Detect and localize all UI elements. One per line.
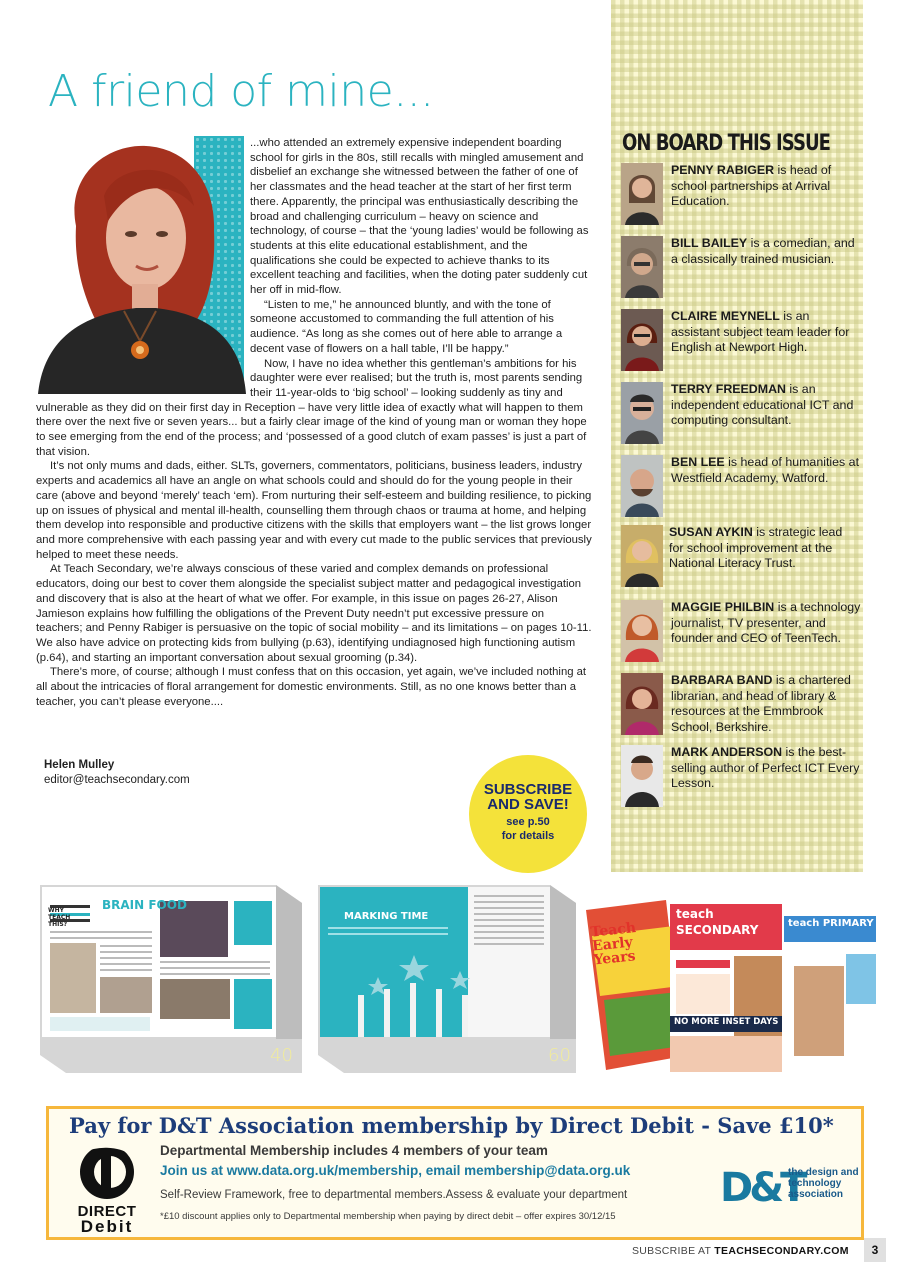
contributor-desc: is the best-selling author of Perfect ICT Every Lesson. <box>671 745 860 790</box>
paragraph: There’s more, of course; although I must confess that on this occasion, yet again, we’ve included nothing at all about the intricacies of floral arrangement for domestic environments. Still, as no one knows better than a teacher, you can’t please everyone.... <box>36 666 587 708</box>
subscribe-badge[interactable] <box>469 755 587 873</box>
contributor-text <box>671 600 861 647</box>
contributor-name: PENNY RABIGER <box>671 163 775 177</box>
cover-title-primary: teach PRIMARY <box>788 918 874 929</box>
onboard-title: ON BOARD THIS ISSUE <box>622 131 830 156</box>
subscribe-line-4: for details <box>501 830 555 842</box>
spread-page-number: 40 <box>270 1045 293 1066</box>
contributor-desc: is head of school partnerships at Arrival Education. <box>671 163 832 208</box>
magazine-covers[interactable] <box>584 896 880 1074</box>
paragraph: It’s not only mums and dads, either. SLTs, governers, commentators, politicians, business leaders, industry experts and academics all have an angle on what schools could and should do for the young people in their care (above and beyond ‘merely’ teach ‘em). From nurturing their self-esteem and building resilience, to picking up on issues of physical and mental ill-health, counselling them through chaos or trauma at home, and helping them develop into responsible and productive citizens with the skills that employers want – the list grows longer and more comprehensive with each passing year and with every cut made to the public services that previously helped to meet these needs. <box>36 460 592 561</box>
contributor-name: CLAIRE MEYNELL <box>671 309 780 323</box>
footer-subscribe-url[interactable]: TEACHSECONDARY.COM <box>714 1245 849 1257</box>
contributor-text <box>671 309 861 356</box>
cover-title-secondary: teach SECONDARY <box>676 907 759 937</box>
contributor-photo <box>621 525 663 587</box>
contributor-name: BARBARA BAND <box>671 673 773 687</box>
contributor-photo <box>621 236 663 298</box>
contributor-photo <box>621 745 663 807</box>
subscribe-line-2: AND SAVE! <box>487 796 569 813</box>
paragraph: Now, I have no idea whether this gentleman’s ambitions for his daughter were ever realised; but the truth is, most parents sending their 11-year-olds to ‘big school’ – looking suddenly as tiny and vulnerable as they did on their first day in Reception – have very little idea of exactly what will happen to them there over the next five or seven years... but a fairly clear image of the kind of young man or woman they hope to see emerging from the end of the process; and ‘possessed of a good clutch of exam passes’ is just a part of that vision. <box>36 357 587 458</box>
footer-subscribe[interactable] <box>632 1245 849 1257</box>
contributor-photo <box>621 600 663 662</box>
direct-debit-advert[interactable] <box>46 1106 864 1240</box>
subscribe-line-3: see p.50 <box>506 816 550 828</box>
spread-box <box>40 885 305 1073</box>
contributor-photo <box>621 382 663 444</box>
contributor-photo <box>621 309 663 371</box>
contributor-name: BILL BAILEY <box>671 236 748 250</box>
page-title: A friend of mine... <box>48 66 434 117</box>
contributor-desc: is a technology journalist, TV presenter, and founder and CEO of TeenTech. <box>671 600 861 645</box>
direct-debit-word-2: Debit <box>80 1217 134 1236</box>
contributor-name: SUSAN AYKIN <box>669 525 753 539</box>
contributor-desc: is an assistant subject team leader for English at Newport High. <box>671 309 850 354</box>
contributor-photo <box>621 673 663 735</box>
spread-page-number: 60 <box>548 1045 571 1066</box>
contributor-name: BEN LEE <box>671 455 725 469</box>
contributor-text <box>671 745 861 792</box>
footer-subscribe-prefix: SUBSCRIBE AT <box>632 1245 715 1257</box>
paragraph: ...who attended an extremely expensive independent boarding school for girls in the 80s, still recalls with mingled amusement and disbelief an exchange she witnessed between the father of one of her classmates and the head teacher at the start of her first term there. Apparently, the principal was enthusiastically describing the broad and challenging curriculum – heavy on science and technology, of course – that the ‘young ladies’ would be following as students at this elite educational establishment, and the qualifications she could be expected to achieve thanks to its excellent teaching and facilities, when the doting pater suddenly cut her off in mid-flow. <box>250 137 589 297</box>
contributor-name: MARK ANDERSON <box>671 745 783 759</box>
contributor-desc: is strategic lead for school improvement at the National Literacy Trust. <box>669 525 843 570</box>
contributor-desc: is head of humanities at Westfield Academy, Watford. <box>671 455 860 485</box>
spread-preview-marking-time[interactable] <box>318 885 580 1073</box>
dt-association-logo <box>720 1159 860 1229</box>
contributor-desc: is an independent educational ICT and computing consultant. <box>671 382 854 427</box>
contributor-desc: is a chartered librarian, and head of library & resources at the Emmbrook School, Berkshire. <box>671 673 851 734</box>
ad-line-join-link[interactable]: Join us at www.data.org.uk/membership, email membership@data.org.uk <box>160 1163 631 1178</box>
page-number: 3 <box>864 1238 886 1262</box>
contributor-text <box>671 236 861 267</box>
spread-title: BRAIN FOOD <box>102 898 187 912</box>
contributor-name: TERRY FREEDMAN <box>671 382 786 396</box>
signature-name: Helen Mulley <box>44 759 115 771</box>
paragraph: At Teach Secondary, we’re always conscious of these varied and complex demands on professional educators, doing our best to cover them alongside the specialist subject matter and pedagogical investigation and discovery that is also at the heart of what we offer. For example, in this issue on pages 26-27, Alison Jamieson explains how fulfilling the obligations of the Prevent Duty needn’t put excessive pressure on teachers; and Penny Rabiger is persuasive on the topic of social mobility – and its limitations – on pages 10-11. We also have advice on protecting kids from bullying (p.63), identifying undiagnosed high functioning autism (p.64), and starting an important conversation about sexual grooming (p.34). <box>36 563 592 664</box>
cover-headline: NO MORE INSET DAYS <box>674 1017 779 1027</box>
paragraph: “Listen to me,” he announced bluntly, and with the tone of someone accustomed to commanding the full attention of his audience. “As long as she comes out of here able to arrange a decent vase of flowers on a hall table, I’ll be happy.” <box>250 298 563 355</box>
contributor-text <box>671 455 861 486</box>
contributor-photo <box>621 455 663 517</box>
dt-letters: D&T <box>720 1165 804 1211</box>
direct-debit-logo <box>63 1142 151 1236</box>
ad-line-self-review: Self-Review Framework, free to departmental members.Assess & evaluate your department <box>160 1189 628 1201</box>
ad-headline: Pay for D&T Association membership by Direct Debit - Save £10* <box>69 1113 834 1138</box>
contributor-text <box>671 163 861 210</box>
ad-line-disclaimer: *£10 discount applies only to Departmental membership when paying by direct debit – offer expires 30/12/15 <box>160 1211 616 1222</box>
dt-association-name: the design and technology association <box>788 1167 859 1200</box>
contributor-text <box>669 525 859 572</box>
contributor-desc: is a comedian, and a classically trained musician. <box>671 236 855 266</box>
direct-debit-icon <box>77 1142 137 1200</box>
direct-debit-word-1: DIRECT <box>77 1203 137 1220</box>
contributor-text <box>671 673 861 735</box>
spread-side-heading: WHY TEACH THIS? <box>48 907 71 928</box>
cover-title-early-years: Teach Early Years <box>589 920 637 969</box>
signature-email[interactable]: editor@teachsecondary.com <box>44 774 190 786</box>
spread-preview-brain-food[interactable] <box>40 885 305 1073</box>
contributor-text <box>671 382 861 429</box>
subscribe-line-1: SUBSCRIBE <box>483 781 573 798</box>
editorial-body <box>36 136 592 709</box>
spread-title: MARKING TIME <box>344 911 429 922</box>
contributor-name: MAGGIE PHILBIN <box>671 600 775 614</box>
contributor-photo <box>621 163 663 225</box>
ad-line-membership: Departmental Membership includes 4 members of your team <box>160 1143 548 1158</box>
